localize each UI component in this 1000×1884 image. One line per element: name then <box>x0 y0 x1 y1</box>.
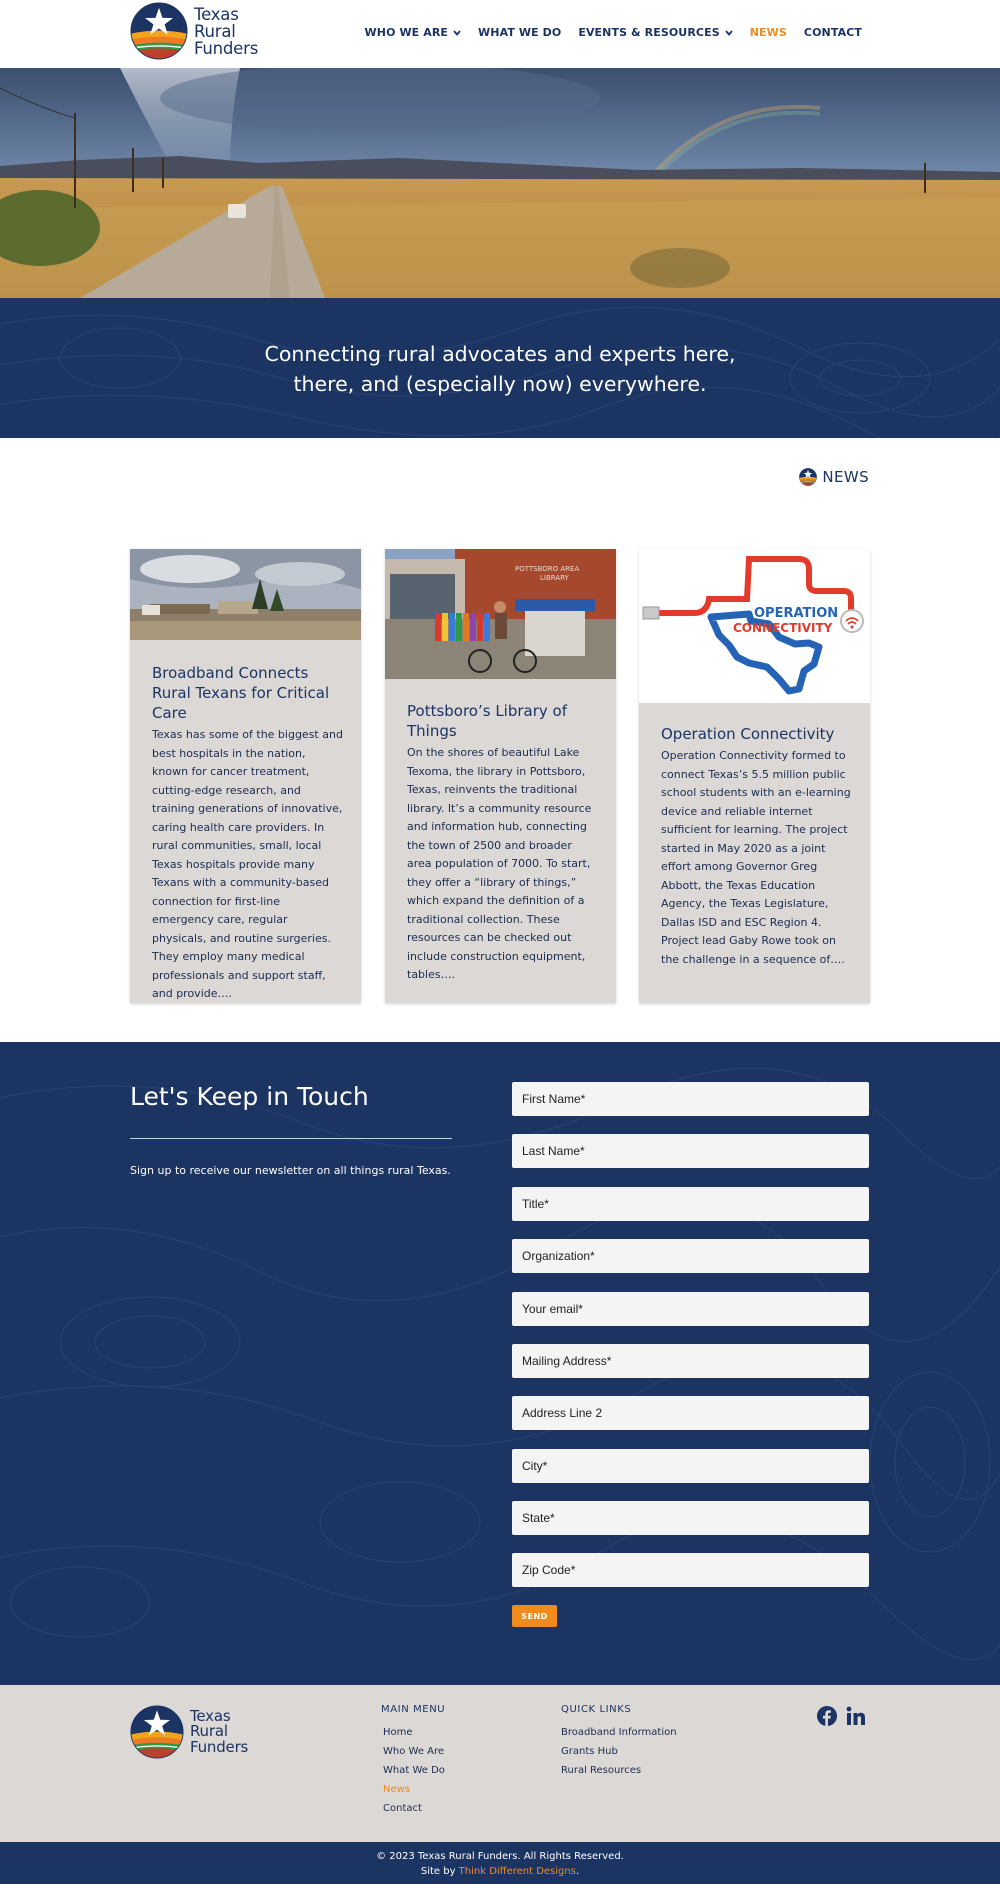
rural-hospital-photo <box>130 549 361 640</box>
footer-link-contact[interactable]: Contact <box>383 1803 422 1814</box>
organization-field[interactable] <box>512 1239 869 1273</box>
first-name-field[interactable] <box>512 1082 869 1116</box>
tagline-band <box>0 298 1000 438</box>
logo-line-1: Texas <box>194 4 239 24</box>
email-field[interactable] <box>512 1292 869 1326</box>
news-card-operation-connectivity[interactable] <box>639 549 870 1003</box>
texas-rural-funders-logo-icon <box>799 468 817 486</box>
library-sign-line-2: LIBRARY <box>540 574 569 582</box>
social-links <box>817 1706 866 1726</box>
state-field[interactable] <box>512 1501 869 1535</box>
zip-code-field[interactable] <box>512 1553 869 1587</box>
footer-link-rural-resources[interactable]: Rural Resources <box>561 1765 642 1776</box>
site-credit-prefix: Site by <box>420 1866 459 1877</box>
logo-line-3: Funders <box>194 38 259 58</box>
nav-contact-label: CONTACT <box>803 26 862 39</box>
news-card-broadband[interactable] <box>130 549 361 1003</box>
nav-news-label: NEWS <box>749 26 787 39</box>
send-button[interactable]: SEND <box>512 1605 557 1627</box>
footer-link-who-we-are[interactable]: Who We Are <box>383 1746 445 1757</box>
nav-events-resources[interactable] <box>578 26 732 39</box>
footer-link-home[interactable]: Home <box>383 1727 413 1738</box>
site-header <box>0 0 1000 68</box>
site-credit <box>0 1864 1000 1879</box>
texas-rural-funders-logo-icon <box>130 2 188 60</box>
news-section-heading <box>799 468 869 486</box>
operation-connectivity-graphic <box>639 549 870 703</box>
logo-line-2: Rural <box>190 1722 228 1741</box>
facebook-icon[interactable] <box>817 1706 837 1726</box>
news-card-title[interactable]: Broadband Connects Rural Texans for Critical Care <box>152 664 330 722</box>
title-field[interactable] <box>512 1187 869 1221</box>
logo-wordmark <box>190 1706 249 1756</box>
copyright-bar <box>0 1838 1000 1884</box>
news-card-image[interactable] <box>130 549 361 640</box>
news-card-excerpt: Operation Connectivity formed to connect Texas’s 5.5 million public school students with an e-learning device and reliable internet sufficient for learning. The project started in May 2020 as a joint effort among Governor Greg Abbott, the Texas Education Agency, the Texas Legislature, Dallas ISD and ESC Region 4. Project lead Gaby Rowe took on the challenge in a sequence of…. <box>661 749 851 966</box>
footer-link-news[interactable]: News <box>383 1784 411 1795</box>
main-nav <box>365 26 862 39</box>
footer-logo[interactable] <box>130 1705 248 1759</box>
footer-link-grants-hub[interactable]: Grants Hub <box>561 1746 618 1757</box>
logo-line-3: Funders <box>190 1737 249 1756</box>
connectivity-graphic-text-1: OPERATION <box>754 606 839 621</box>
nav-news[interactable] <box>750 26 787 39</box>
newsletter-section <box>0 1042 1000 1685</box>
nav-what-we-do[interactable] <box>478 26 561 39</box>
hero-image <box>0 68 1000 298</box>
site-footer <box>0 1685 1000 1838</box>
connectivity-graphic-text-2: CONNECTIVITY <box>733 621 833 635</box>
newsletter-subtitle: Sign up to receive our newsletter on all things rural Texas. <box>130 1164 451 1177</box>
news-card-body <box>661 724 852 969</box>
news-card-excerpt: Texas has some of the biggest and best hospitals in the nation, known for cancer treatment, cutting-edge research, and training generations of innovative, caring health care providers. In rural communities, small, local Texas hospitals provide many Texans with a community-based connection for first-line emergency care, regular physicals, and routine surgeries. They employ many medical professionals and support staff, and provide…. <box>152 728 343 1000</box>
news-card-title[interactable]: Pottsboro’s Library of Things <box>407 702 568 740</box>
logo-line-2: Rural <box>194 21 236 41</box>
desert-road-photo <box>0 68 1000 298</box>
nav-who-we-are-label: WHO WE ARE <box>364 26 449 39</box>
pottsboro-library-photo <box>385 549 616 679</box>
nav-events-resources-label: EVENTS & RESOURCES <box>578 26 720 39</box>
library-sign-line-1: POTTSBORO AREA <box>515 565 580 573</box>
hero-tagline <box>0 339 1000 399</box>
nav-who-we-are[interactable] <box>365 26 462 39</box>
news-card-body <box>407 701 598 985</box>
copyright-text: © 2023 Texas Rural Funders. All Rights Reserved. <box>376 1851 624 1862</box>
logo-line-1: Texas <box>190 1706 231 1725</box>
news-card-body <box>152 663 343 1004</box>
footer-link-what-we-do[interactable]: What We Do <box>383 1765 445 1776</box>
news-card-image[interactable] <box>639 549 870 703</box>
tagline-line-2: there, and (especially now) everywhere. <box>293 372 707 396</box>
texas-rural-funders-logo-icon <box>130 1705 184 1759</box>
city-field[interactable] <box>512 1449 869 1483</box>
site-credit-suffix: . <box>575 1866 580 1877</box>
mailing-address-field[interactable] <box>512 1344 869 1378</box>
footer-quick-links-title: QUICK LINKS <box>561 1704 632 1715</box>
newsletter-divider <box>130 1138 452 1139</box>
newsletter-title: Let's Keep in Touch <box>130 1082 369 1111</box>
last-name-field[interactable] <box>512 1134 869 1168</box>
tagline-line-1: Connecting rural advocates and experts here, <box>264 342 736 366</box>
site-logo[interactable] <box>130 2 258 60</box>
news-heading-label: NEWS <box>822 468 869 486</box>
nav-what-we-do-label: WHAT WE DO <box>478 26 562 39</box>
news-card-title[interactable]: Operation Connectivity <box>661 725 835 743</box>
chevron-down-icon <box>453 30 461 36</box>
footer-main-menu-title: MAIN MENU <box>381 1704 446 1715</box>
site-credit-link[interactable]: Think Different Designs <box>458 1866 576 1877</box>
linkedin-icon[interactable] <box>846 1706 866 1726</box>
news-card-excerpt: On the shores of beautiful Lake Texoma, the library in Pottsboro, Texas, reinvents the traditional library. It’s a community resource and information hub, connecting the town of 2500 and broader area population of 7000. To start, they offer a “library of things,” which expand the definition of a traditional collection. These resources can be checked out include construction equipment, tables…. <box>407 746 592 981</box>
chevron-down-icon <box>725 30 733 36</box>
footer-quick-links <box>561 1704 677 1780</box>
address-line-2-field[interactable] <box>512 1396 869 1430</box>
nav-contact[interactable] <box>804 26 862 39</box>
logo-wordmark <box>194 6 258 57</box>
news-card-image[interactable] <box>385 549 616 679</box>
footer-link-broadband-information[interactable]: Broadband Information <box>561 1727 677 1738</box>
news-card-pottsboro[interactable] <box>385 549 616 1003</box>
footer-main-menu <box>381 1704 445 1818</box>
